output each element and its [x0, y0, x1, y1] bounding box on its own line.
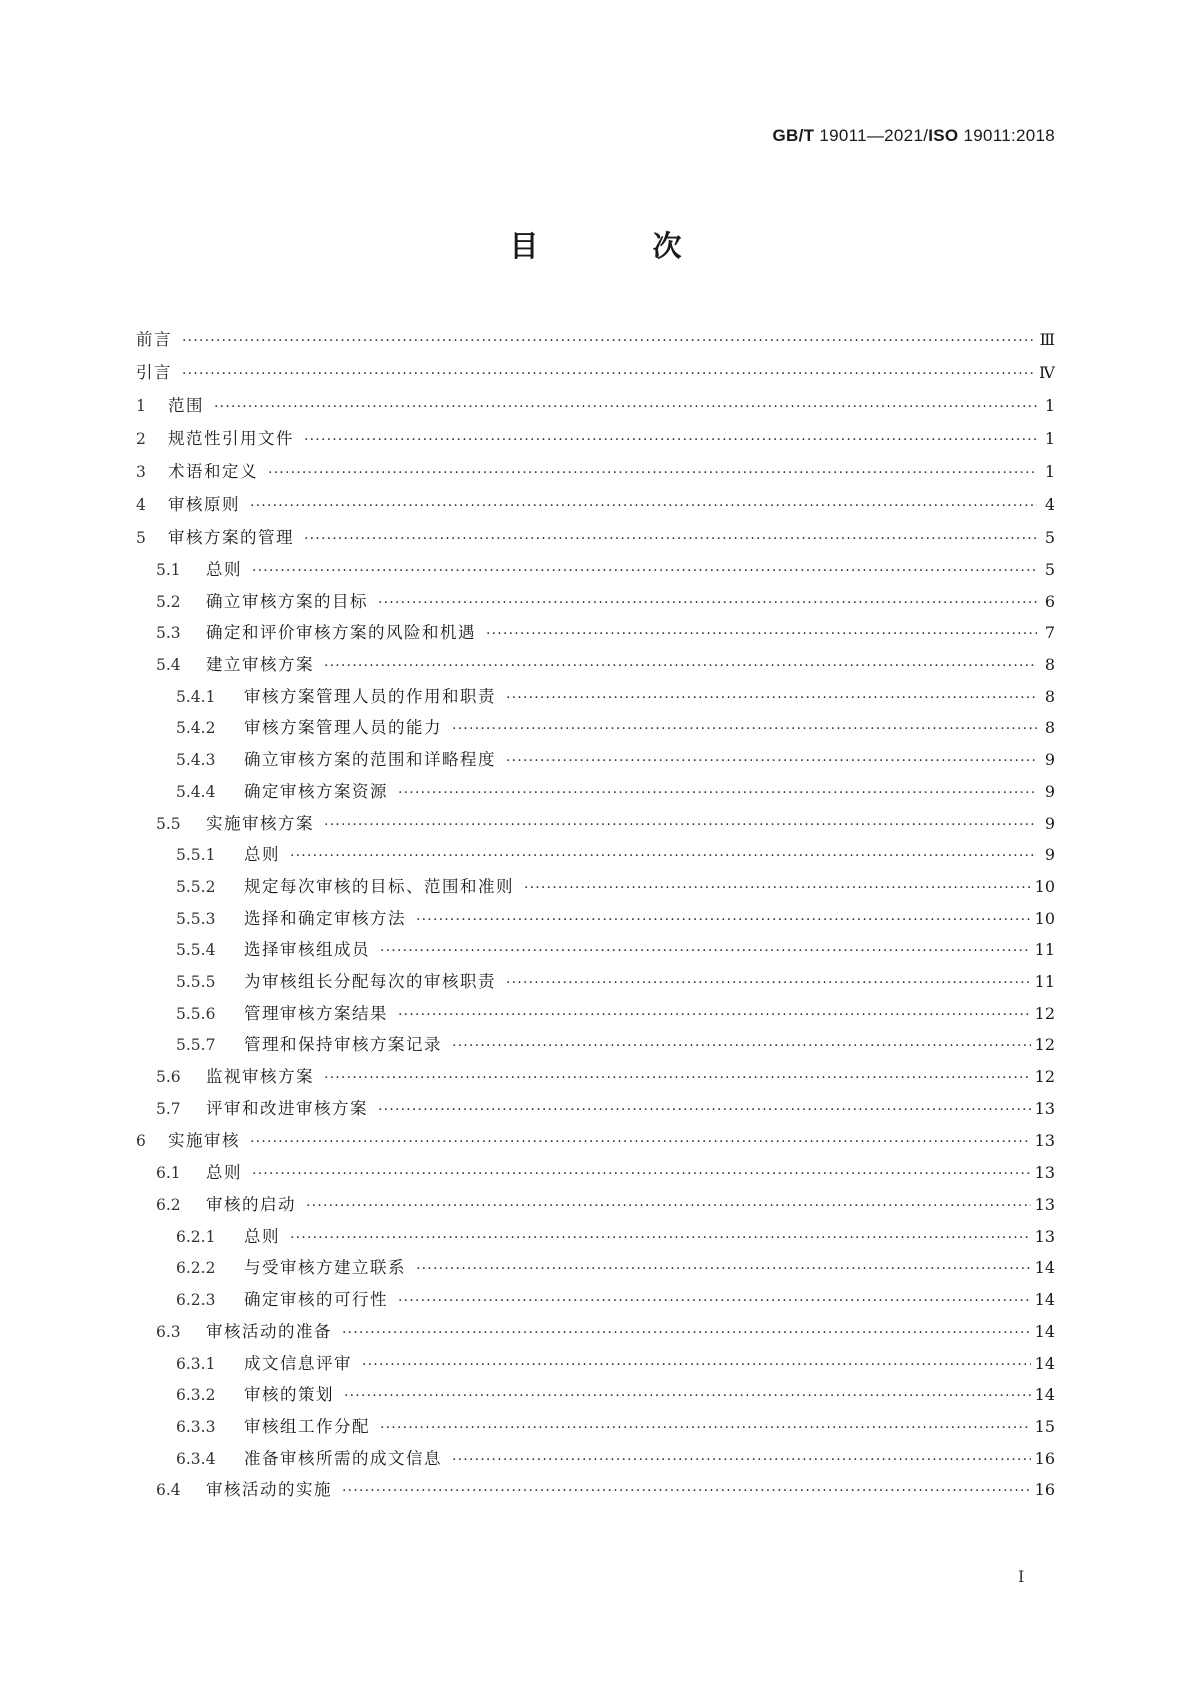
toc-page-number: 1 [1044, 462, 1055, 481]
toc-section-title: 规定每次审核的目标、范围和准则 [244, 876, 514, 896]
toc-section-title: 前言 [136, 330, 172, 349]
toc-page-number: 10 [1034, 908, 1055, 928]
dot-leader [250, 490, 1037, 523]
toc-section-title: 总则 [206, 1163, 242, 1183]
toc-section-title: 确定审核的可行性 [244, 1290, 388, 1310]
page-number: I [1018, 1567, 1025, 1586]
toc-section-number: 5.1 [156, 561, 181, 579]
toc-entry[interactable] [136, 681, 1055, 713]
dot-leader [506, 968, 1031, 1000]
dot-leader [268, 457, 1037, 490]
toc-page-number: 10 [1034, 876, 1055, 896]
toc-section-number: 1 [136, 397, 146, 415]
toc-section-title: 成文信息评审 [244, 1353, 352, 1373]
toc-page-number: 11 [1034, 940, 1055, 960]
toc-page-number: 13 [1034, 1098, 1055, 1118]
dot-leader [324, 1063, 1031, 1095]
toc-entry[interactable] [136, 1379, 1055, 1411]
toc-entry[interactable] [136, 1189, 1055, 1221]
table-of-contents [136, 323, 1055, 1506]
toc-section-number: 6.2.2 [176, 1259, 216, 1278]
dot-leader [344, 1381, 1031, 1413]
dot-leader [182, 325, 1036, 358]
toc-page-number: 14 [1034, 1290, 1055, 1310]
toc-section-title: 监视审核方案 [206, 1067, 314, 1086]
toc-section-number: 6.1 [156, 1164, 181, 1183]
toc-entry[interactable] [136, 776, 1055, 808]
toc-section-number: 5.6 [156, 1068, 181, 1086]
toc-entry[interactable] [136, 389, 1055, 422]
toc-section-number: 5.4.2 [176, 719, 216, 738]
toc-section-number: 5.5.3 [176, 909, 216, 928]
toc-section-title: 管理审核方案结果 [244, 1003, 388, 1023]
toc-section-number: 5.5.6 [176, 1004, 216, 1023]
toc-entry[interactable] [136, 422, 1055, 455]
toc-page-number: 11 [1034, 971, 1055, 991]
toc-entry[interactable] [136, 1411, 1055, 1443]
toc-section-title: 规范性引用文件 [168, 429, 294, 448]
toc-section-number: 5.5 [156, 814, 181, 833]
toc-section-title: 为审核组长分配每次的审核职责 [244, 971, 496, 991]
toc-page-number: 1 [1044, 396, 1055, 415]
toc-page-number: 5 [1044, 528, 1055, 547]
toc-section-number: 6.3.4 [176, 1449, 216, 1468]
dot-leader [398, 1286, 1031, 1318]
toc-page-number: 4 [1044, 495, 1055, 514]
toc-section-title: 总则 [206, 560, 242, 579]
dot-leader [342, 1476, 1031, 1508]
toc-section-title: 确定审核方案资源 [244, 781, 388, 801]
toc-entry[interactable] [136, 617, 1055, 649]
dot-leader [486, 619, 1037, 651]
toc-entry[interactable] [136, 455, 1055, 488]
toc-page-number: 13 [1034, 1163, 1055, 1183]
toc-section-title: 审核的策划 [244, 1385, 334, 1405]
toc-entry[interactable] [136, 1093, 1055, 1125]
dot-leader [250, 1126, 1031, 1159]
toc-section-title: 选择和确定审核方法 [244, 908, 406, 928]
toc-section-number: 5 [136, 529, 146, 547]
toc-entry[interactable] [136, 903, 1055, 935]
toc-page-number: 13 [1034, 1195, 1055, 1215]
toc-section-number: 5.5.1 [176, 846, 216, 865]
toc-entry[interactable] [136, 871, 1055, 903]
toc-section-title: 选择审核组成员 [244, 940, 370, 960]
toc-section-number: 6.3.1 [176, 1354, 216, 1373]
toc-section-title: 范围 [168, 396, 204, 415]
toc-section-number: 5.4.4 [176, 782, 216, 801]
toc-entry[interactable] [136, 1157, 1055, 1189]
toc-section-number: 6.2.1 [176, 1227, 216, 1246]
toc-section-number: 5.5.2 [176, 877, 216, 896]
toc-page-number: 9 [1044, 750, 1055, 770]
toc-section-title: 审核活动的实施 [206, 1480, 332, 1500]
toc-entry[interactable] [136, 521, 1055, 554]
toc-page-number: 13 [1034, 1131, 1055, 1151]
dot-leader [290, 841, 1037, 873]
toc-section-title: 审核组工作分配 [244, 1416, 370, 1436]
toc-entry[interactable] [136, 488, 1055, 521]
toc-section-title: 总则 [244, 845, 280, 865]
toc-section-title: 实施审核 [168, 1131, 240, 1151]
toc-section-title: 与受审核方建立联系 [244, 1258, 406, 1278]
dot-leader [398, 778, 1037, 810]
toc-section-number: 5.4.1 [176, 687, 216, 706]
toc-section-number: 2 [136, 430, 146, 448]
dot-leader [416, 905, 1031, 937]
toc-section-title: 实施审核方案 [206, 813, 314, 833]
toc-page-number: 16 [1034, 1448, 1055, 1468]
toc-page-number: 8 [1044, 686, 1055, 706]
toc-section-title: 确立审核方案的目标 [206, 591, 368, 611]
toc-entry[interactable] [136, 356, 1055, 389]
toc-section-number: 5.5.5 [176, 972, 216, 991]
dot-leader [214, 391, 1037, 424]
toc-entry[interactable] [136, 1124, 1055, 1157]
toc-section-number: 6.3 [156, 1322, 181, 1341]
toc-page-number: 12 [1034, 1067, 1055, 1086]
toc-section-number: 5.5.4 [176, 941, 216, 960]
toc-section-title: 术语和定义 [168, 462, 258, 481]
toc-section-title: 确定和评价审核方案的风险和机遇 [206, 623, 476, 643]
toc-entry[interactable] [136, 1348, 1055, 1380]
toc-section-title: 确立审核方案的范围和详略程度 [244, 750, 496, 770]
toc-entry[interactable] [136, 966, 1055, 998]
toc-section-title: 评审和改进审核方案 [206, 1098, 368, 1118]
dot-leader [290, 1223, 1031, 1255]
toc-entry[interactable] [136, 1474, 1055, 1506]
toc-section-number: 4 [136, 496, 146, 514]
toc-entry[interactable] [136, 554, 1055, 586]
toc-entry[interactable] [136, 839, 1055, 871]
toc-entry[interactable] [136, 1029, 1055, 1061]
toc-entry[interactable] [136, 1252, 1055, 1284]
toc-entry[interactable] [136, 744, 1055, 776]
dot-leader [304, 523, 1037, 556]
toc-section-title: 引言 [136, 363, 172, 382]
toc-section-title: 审核的启动 [206, 1195, 296, 1215]
dot-leader [398, 1000, 1031, 1032]
toc-section-number: 6.4 [156, 1481, 181, 1500]
dot-leader [182, 358, 1035, 391]
toc-page-number: 14 [1034, 1353, 1055, 1373]
toc-section-number: 5.3 [156, 624, 181, 643]
toc-page-number: 12 [1034, 1035, 1055, 1055]
toc-page-number: 6 [1044, 591, 1055, 611]
dot-leader [324, 651, 1037, 683]
code-prefix: GB/T [772, 126, 815, 145]
toc-section-number: 5.7 [156, 1099, 181, 1118]
dot-leader [416, 1254, 1031, 1286]
toc-entry[interactable] [136, 1316, 1055, 1348]
toc-section-title: 审核活动的准备 [206, 1321, 332, 1341]
dot-leader [524, 873, 1031, 905]
dot-leader [452, 1445, 1031, 1477]
toc-page-number: 13 [1034, 1226, 1055, 1246]
dot-leader [252, 1159, 1031, 1191]
toc-page-number: 12 [1034, 1003, 1055, 1023]
toc-entry[interactable] [136, 934, 1055, 966]
dot-leader [304, 424, 1037, 457]
toc-section-title: 审核原则 [168, 495, 240, 514]
toc-section-title: 审核方案管理人员的能力 [244, 718, 442, 738]
toc-section-number: 5.4 [156, 656, 181, 675]
dot-leader [306, 1191, 1031, 1223]
dot-leader [506, 746, 1037, 778]
toc-section-number: 5.4.3 [176, 751, 216, 770]
toc-entry[interactable] [136, 998, 1055, 1030]
toc-entry[interactable] [136, 649, 1055, 681]
toc-section-title: 准备审核所需的成文信息 [244, 1448, 442, 1468]
toc-page-number: 9 [1044, 781, 1055, 801]
toc-page-number: 14 [1034, 1321, 1055, 1341]
toc-page-number: 14 [1034, 1258, 1055, 1278]
toc-entry[interactable] [136, 1443, 1055, 1475]
document-code [773, 126, 1055, 146]
toc-section-number: 3 [136, 463, 146, 481]
code-number: 19011—2021/ [814, 126, 929, 145]
dot-leader [324, 810, 1037, 842]
toc-entry[interactable] [136, 808, 1055, 840]
toc-page-number: Ⅳ [1039, 363, 1055, 382]
code-iso-number: 19011:2018 [958, 126, 1055, 145]
dot-leader [506, 683, 1037, 715]
toc-section-number: 5.2 [156, 592, 181, 611]
toc-page-number: 8 [1044, 718, 1055, 738]
toc-section-title: 管理和保持审核方案记录 [244, 1035, 442, 1055]
toc-page-number: 5 [1044, 560, 1055, 579]
dot-leader [362, 1350, 1031, 1382]
code-iso: ISO [928, 126, 959, 145]
toc-page-number: 9 [1044, 845, 1055, 865]
page-title: 目 次 [509, 229, 734, 263]
toc-page-number: 7 [1044, 623, 1055, 643]
toc-section-title: 审核方案管理人员的作用和职责 [244, 686, 496, 706]
toc-page-number: 16 [1034, 1480, 1055, 1500]
dot-leader [452, 1031, 1031, 1063]
toc-section-title: 总则 [244, 1226, 280, 1246]
toc-entry[interactable] [136, 1221, 1055, 1253]
toc-section-number: 5.5.7 [176, 1036, 216, 1055]
toc-entry[interactable] [136, 712, 1055, 744]
toc-section-number: 6 [136, 1132, 146, 1151]
dot-leader [378, 588, 1037, 620]
toc-section-title: 审核方案的管理 [168, 528, 294, 547]
toc-page-number: 1 [1044, 429, 1055, 448]
toc-section-number: 6.3.3 [176, 1417, 216, 1436]
toc-entry[interactable] [136, 586, 1055, 618]
toc-entry[interactable] [136, 1061, 1055, 1093]
toc-section-title: 建立审核方案 [206, 655, 314, 675]
toc-page-number: Ⅲ [1039, 330, 1055, 349]
dot-leader [342, 1318, 1031, 1350]
toc-page-number: 8 [1044, 655, 1055, 675]
dot-leader [380, 936, 1031, 968]
toc-page-number: 14 [1034, 1385, 1055, 1405]
toc-entry[interactable] [136, 1284, 1055, 1316]
toc-section-number: 6.2 [156, 1196, 181, 1215]
dot-leader [452, 714, 1037, 746]
toc-page-number: 15 [1034, 1416, 1055, 1436]
toc-section-number: 6.3.2 [176, 1386, 216, 1405]
toc-page-number: 9 [1044, 813, 1055, 833]
dot-leader [378, 1095, 1031, 1127]
toc-entry[interactable] [136, 323, 1055, 356]
toc-section-number: 6.2.3 [176, 1291, 216, 1310]
dot-leader [380, 1413, 1031, 1445]
dot-leader [252, 556, 1037, 588]
